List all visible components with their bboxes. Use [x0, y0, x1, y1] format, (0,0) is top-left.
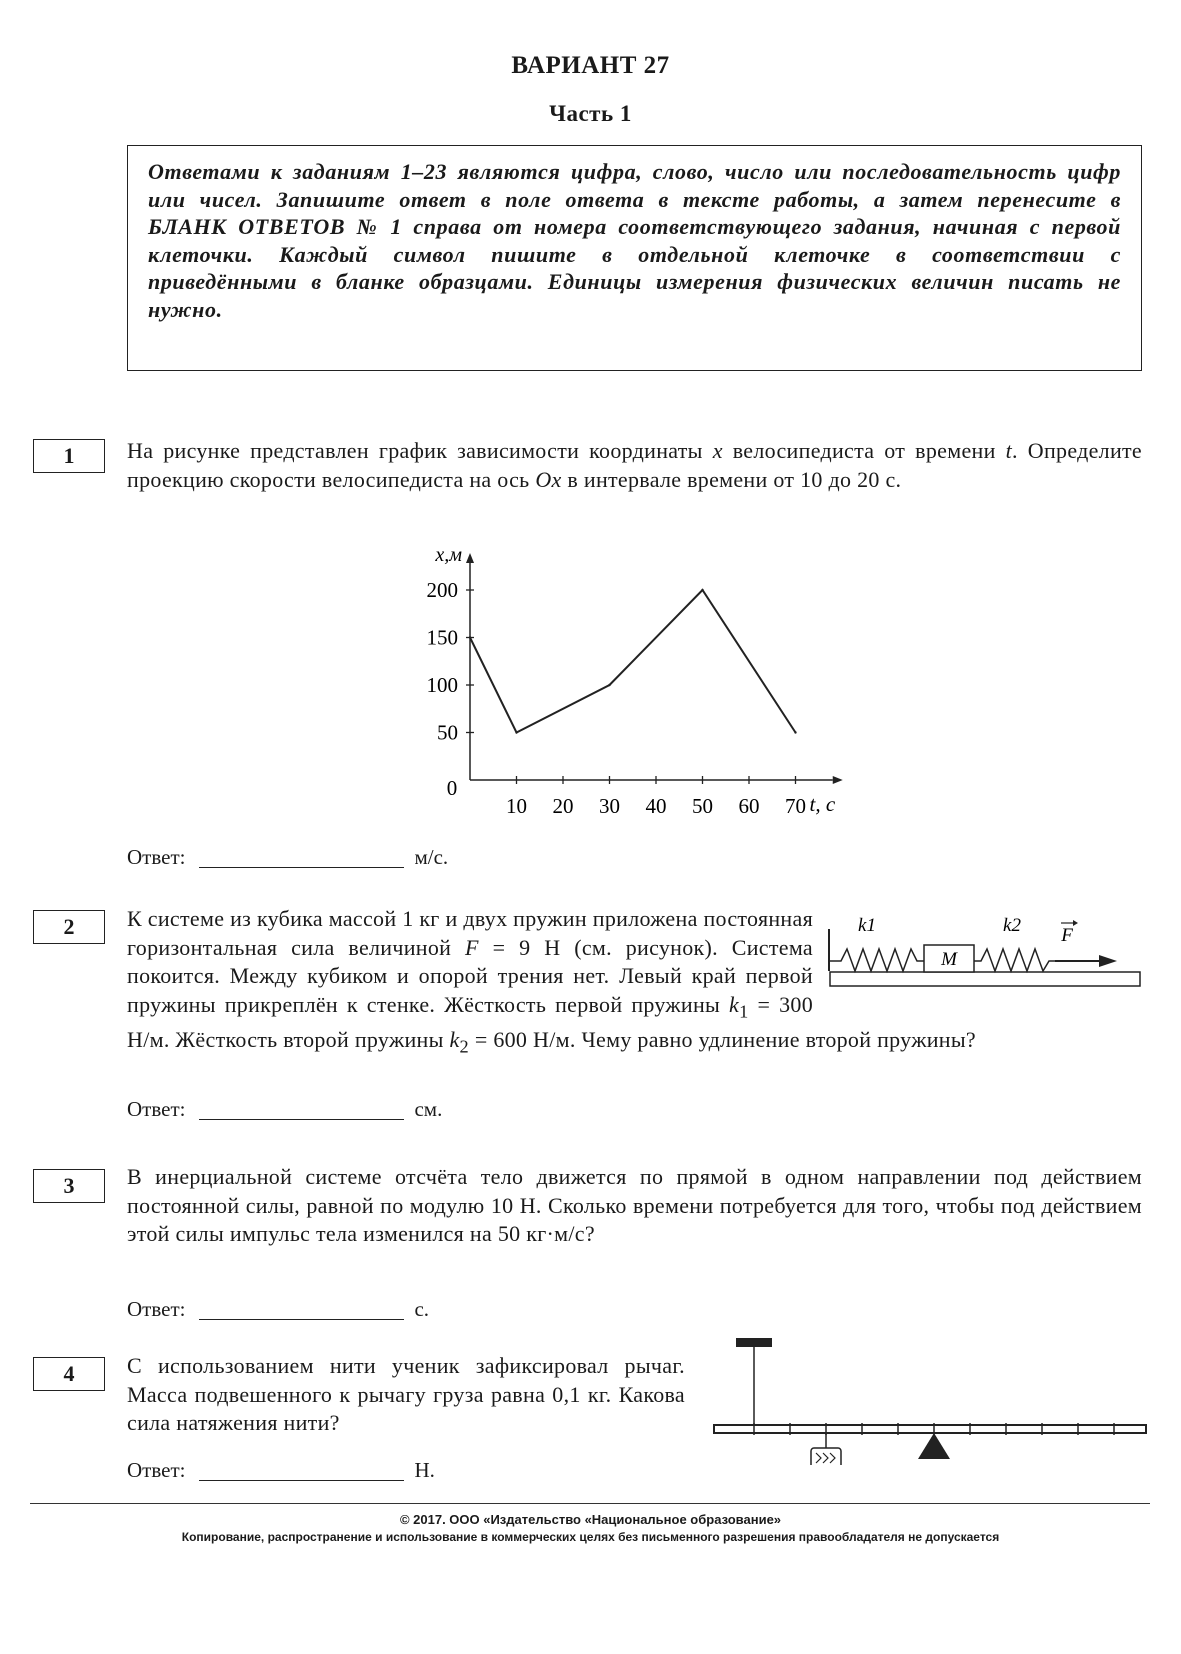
footer-copyright: © 2017. ООО «Издательство «Национальное образование» — [399, 1512, 782, 1527]
data-point — [701, 589, 703, 591]
x-tick-label: 60 — [738, 794, 760, 818]
x-tick-label: 20 — [552, 794, 574, 818]
lever-bar — [714, 1425, 1146, 1433]
series-line — [470, 590, 796, 733]
question-3-number: 3 — [33, 1169, 105, 1203]
k2-label: k2 — [1003, 915, 1021, 936]
position-time-chart — [400, 540, 880, 822]
data-point — [608, 684, 610, 686]
answer-label: Ответ: — [127, 1297, 186, 1321]
y-tick-label: 100 — [426, 673, 458, 697]
answer-label: Ответ: — [127, 1097, 186, 1121]
question-1-number: 1 — [33, 439, 105, 473]
data-point — [515, 731, 517, 733]
part-title: Часть 1 — [549, 101, 632, 126]
answer-field-1[interactable] — [199, 849, 404, 868]
x-tick-label: 50 — [692, 794, 713, 818]
answer-unit-3: с. — [414, 1297, 430, 1321]
origin-label: 0 — [446, 776, 458, 800]
answer-row-4 — [127, 1458, 435, 1483]
answer-field-3[interactable] — [199, 1301, 404, 1320]
question-2-number: 2 — [33, 910, 105, 944]
k1-label: k1 — [858, 915, 876, 936]
answer-unit-1: м/с. — [414, 845, 449, 869]
x-tick-label: 30 — [599, 794, 620, 818]
answer-row-1 — [127, 845, 448, 870]
y-tick-label: 150 — [426, 625, 458, 650]
footer-rule — [30, 1503, 1150, 1504]
data-point — [469, 636, 471, 638]
spring-2 — [974, 949, 1055, 971]
y-tick-label: 200 — [426, 578, 458, 602]
ceiling-mount — [736, 1338, 772, 1347]
question-4-number: 4 — [33, 1357, 105, 1391]
question-1-text: На рисунке представлен график зависимости координаты x велосипедиста от времени t. Определите проекцию скорости велосипедиста на ось Ox в интервале времени от 10 до 20 с. — [127, 438, 1143, 492]
footer-notice: Копирование, распространение и использование в коммерческих целях без письменного разрешения правообладателя не допускается — [181, 1530, 1000, 1544]
answer-label: Ответ: — [127, 1458, 186, 1482]
answer-label: Ответ: — [127, 845, 186, 869]
spring-1 — [830, 949, 924, 971]
force-arrowhead — [1099, 955, 1117, 967]
y-axis-arrow — [466, 553, 474, 563]
answer-row-3 — [127, 1297, 429, 1322]
x-tick-label: 40 — [645, 794, 667, 818]
fulcrum — [918, 1433, 950, 1459]
answer-row-2 — [127, 1097, 442, 1122]
instructions-box: Ответами к заданиям 1–23 являются цифра, слово, число или последовательность цифр или чисел. Запишите ответ в поле ответа в тексте работы, а затем перенесите в БЛАНК ОТВЕТОВ № 1 справа от номера соответствующего задания, начиная с первой клеточки. Каждый символ пишите в отдельной клеточке в соответствии с приведёнными в бланке образцами. Единицы измерения физических величин писать не нужно. — [127, 145, 1142, 371]
lever-figure — [710, 1335, 1150, 1465]
answer-field-4[interactable] — [199, 1462, 404, 1481]
question-2-text: К системе из кубика массой 1 кг и двух пружин приложена постоянная горизонтальная сила величиной F = 9 Н (см. рисунок). Система покоится. Между кубиком и опорой трения нет. Левый край первой пружины прикреплён к стенке. Жёсткость первой пружины $k_1 = 300$ Н/м. Жёсткость второй пружины $k_2 = 600$ Н/м. Чему равно удлинение второй пружины? — [127, 906, 976, 1057]
question-4-text: С использованием нити ученик зафиксировал рычаг. Масса подвешенного к рычагу груза равна 0,1 кг. Какова сила натяжения нити? — [127, 1353, 685, 1436]
question-2-block — [127, 905, 1142, 1061]
y-axis-label: x,м — [435, 544, 462, 566]
y-tick-label: 50 — [437, 720, 458, 745]
answer-unit-2: см. — [414, 1097, 443, 1121]
force-vector-tip — [1073, 920, 1078, 926]
x-tick-label: 10 — [506, 794, 527, 818]
data-point — [794, 731, 796, 733]
answer-field-2[interactable] — [199, 1101, 404, 1120]
variant-title: ВАРИАНТ 27 — [511, 52, 670, 79]
support-surface — [830, 972, 1140, 986]
answer-unit-4: Н. — [414, 1458, 435, 1482]
spring-system-figure — [827, 909, 1142, 997]
x-tick-label: 70 — [785, 794, 806, 818]
x-axis-arrow — [833, 776, 843, 784]
question-3-text: В инерциальной системе отсчёта тело движется по прямой в одном направлении под действием постоянной силы, равной по модулю 10 Н. Сколько времени потребуется для того, чтобы под действием этой силы импульс тела изменился на 50 кг·м/с? — [127, 1164, 1142, 1247]
mass-label: M — [941, 949, 957, 970]
x-axis-label: t, с — [809, 792, 836, 816]
force-label: F — [1061, 925, 1073, 946]
